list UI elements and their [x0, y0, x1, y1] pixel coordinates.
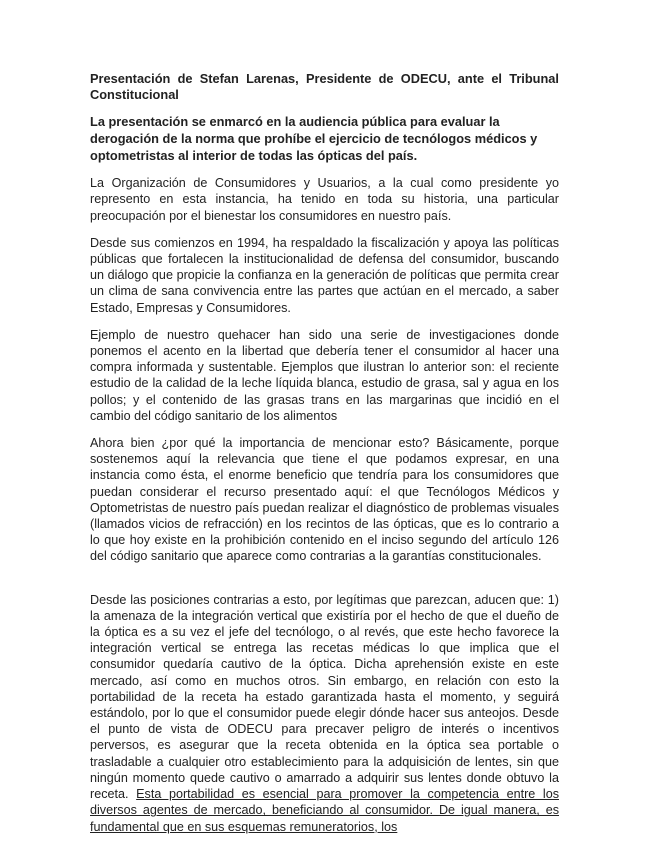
underlined-statement: Esta portabilidad es esencial para promover la competencia entre los diversos agentes de mercado, beneficiando al consumidor. De igual manera, es fundamental que en sus esquemas remuneratorios, los: [90, 787, 560, 834]
paragraph-contrary-positions: [90, 592, 559, 835]
lead-paragraph: La presentación se enmarcó en la audiencia pública para evaluar la derogación de la norma que prohíbe el ejercicio de tecnólogos médicos y optometristas al interior de todas las ópticas del país.: [90, 114, 538, 163]
paragraph-importance: Ahora bien ¿por qué la importancia de mencionar esto? Básicamente, porque sostenemos aquí la relevancia que tiene el que podamos expresar, en una instancia como ésta, el enorme beneficio que tendría para los consumidores que puedan considerar el recurso presentado aquí: el que Tecnólogos Médicos y Optometristas de nuestro país puedan realizar el diagnóstico de problemas visuales (llamados vicios de refracción) en los recintos de las ópticas, que es lo contrario a lo que hoy existe en la prohibición contenido en el inciso segundo del artículo 126 del código sanitario que aparece como contrarias a la garantías constitucionales.: [90, 436, 559, 564]
paragraph-examples: Ejemplo de nuestro quehacer han sido una serie de investigaciones donde ponemos el acento en la libertad que debería tener el consumidor al hacer una compra informada y sustentable. Ejemplos que ilustran lo anterior son: el reciente estudio de la calidad de la leche líquida blanca, estudio de grasa, sal y agua en los pollos; y el contenido de las grasas trans en las margarinas que incidió en el cambio del código sanitario de los alimentos: [90, 327, 559, 423]
document-title: [90, 71, 559, 103]
paragraph-organization: La Organización de Consumidores y Usuarios, a la cual como presidente yo represento en esta instancia, ha tenido en toda su historia, una particular preocupación por el bienestar los consumidores en nuestro país.: [90, 176, 559, 223]
title-line-1: Presentación de Stefan Larenas, Presidente de ODECU, ante el Tribunal: [90, 71, 559, 86]
title-line-2: Constitucional: [90, 87, 179, 103]
paragraph-history: Desde sus comienzos en 1994, ha respaldado la fiscalización y apoya las políticas públicas que fortalecen la institucionalidad de defensa del consumidor, buscando un diálogo que propicie la confianza en la generación de políticas que permita crear un clima de sana convivencia entre las partes que actúan en el mercado, a saber Estado, Empresas y Consumidores.: [90, 235, 559, 315]
document-page: [90, 71, 559, 846]
paragraph-contrary-text: Desde las posiciones contrarias a esto, por legítimas que parezcan, aducen que: 1) la amenaza de la integración vertical que existiría por el hecho de que el dueño de la óptica es a su vez el jefe del tecnólogo, o al revés, que este hecho favorece la integración vertical se entrega las recetas médicas lo que implica que el consumidor quedaría cautivo de la óptica. Dicha aprehensión existe en este mercado, así como en muchos otros. Sin embargo, en relación con esto la portabilidad de la receta ha estado garantizada hasta el momento, y seguirá estándolo, por lo que el consumidor puede elegir dónde hacer sus anteojos. Desde el punto de vista de ODECU para precaver peligro de interés o incentivos perversos, es asegurar que la receta obtenida en la óptica sea portable o trasladable a cualquier otro establecimiento para la adquisición de lentes, sin que ningún momento quede cautivo o amarrado a adquirir sus lentes donde obtuvo la receta.: [90, 592, 559, 802]
